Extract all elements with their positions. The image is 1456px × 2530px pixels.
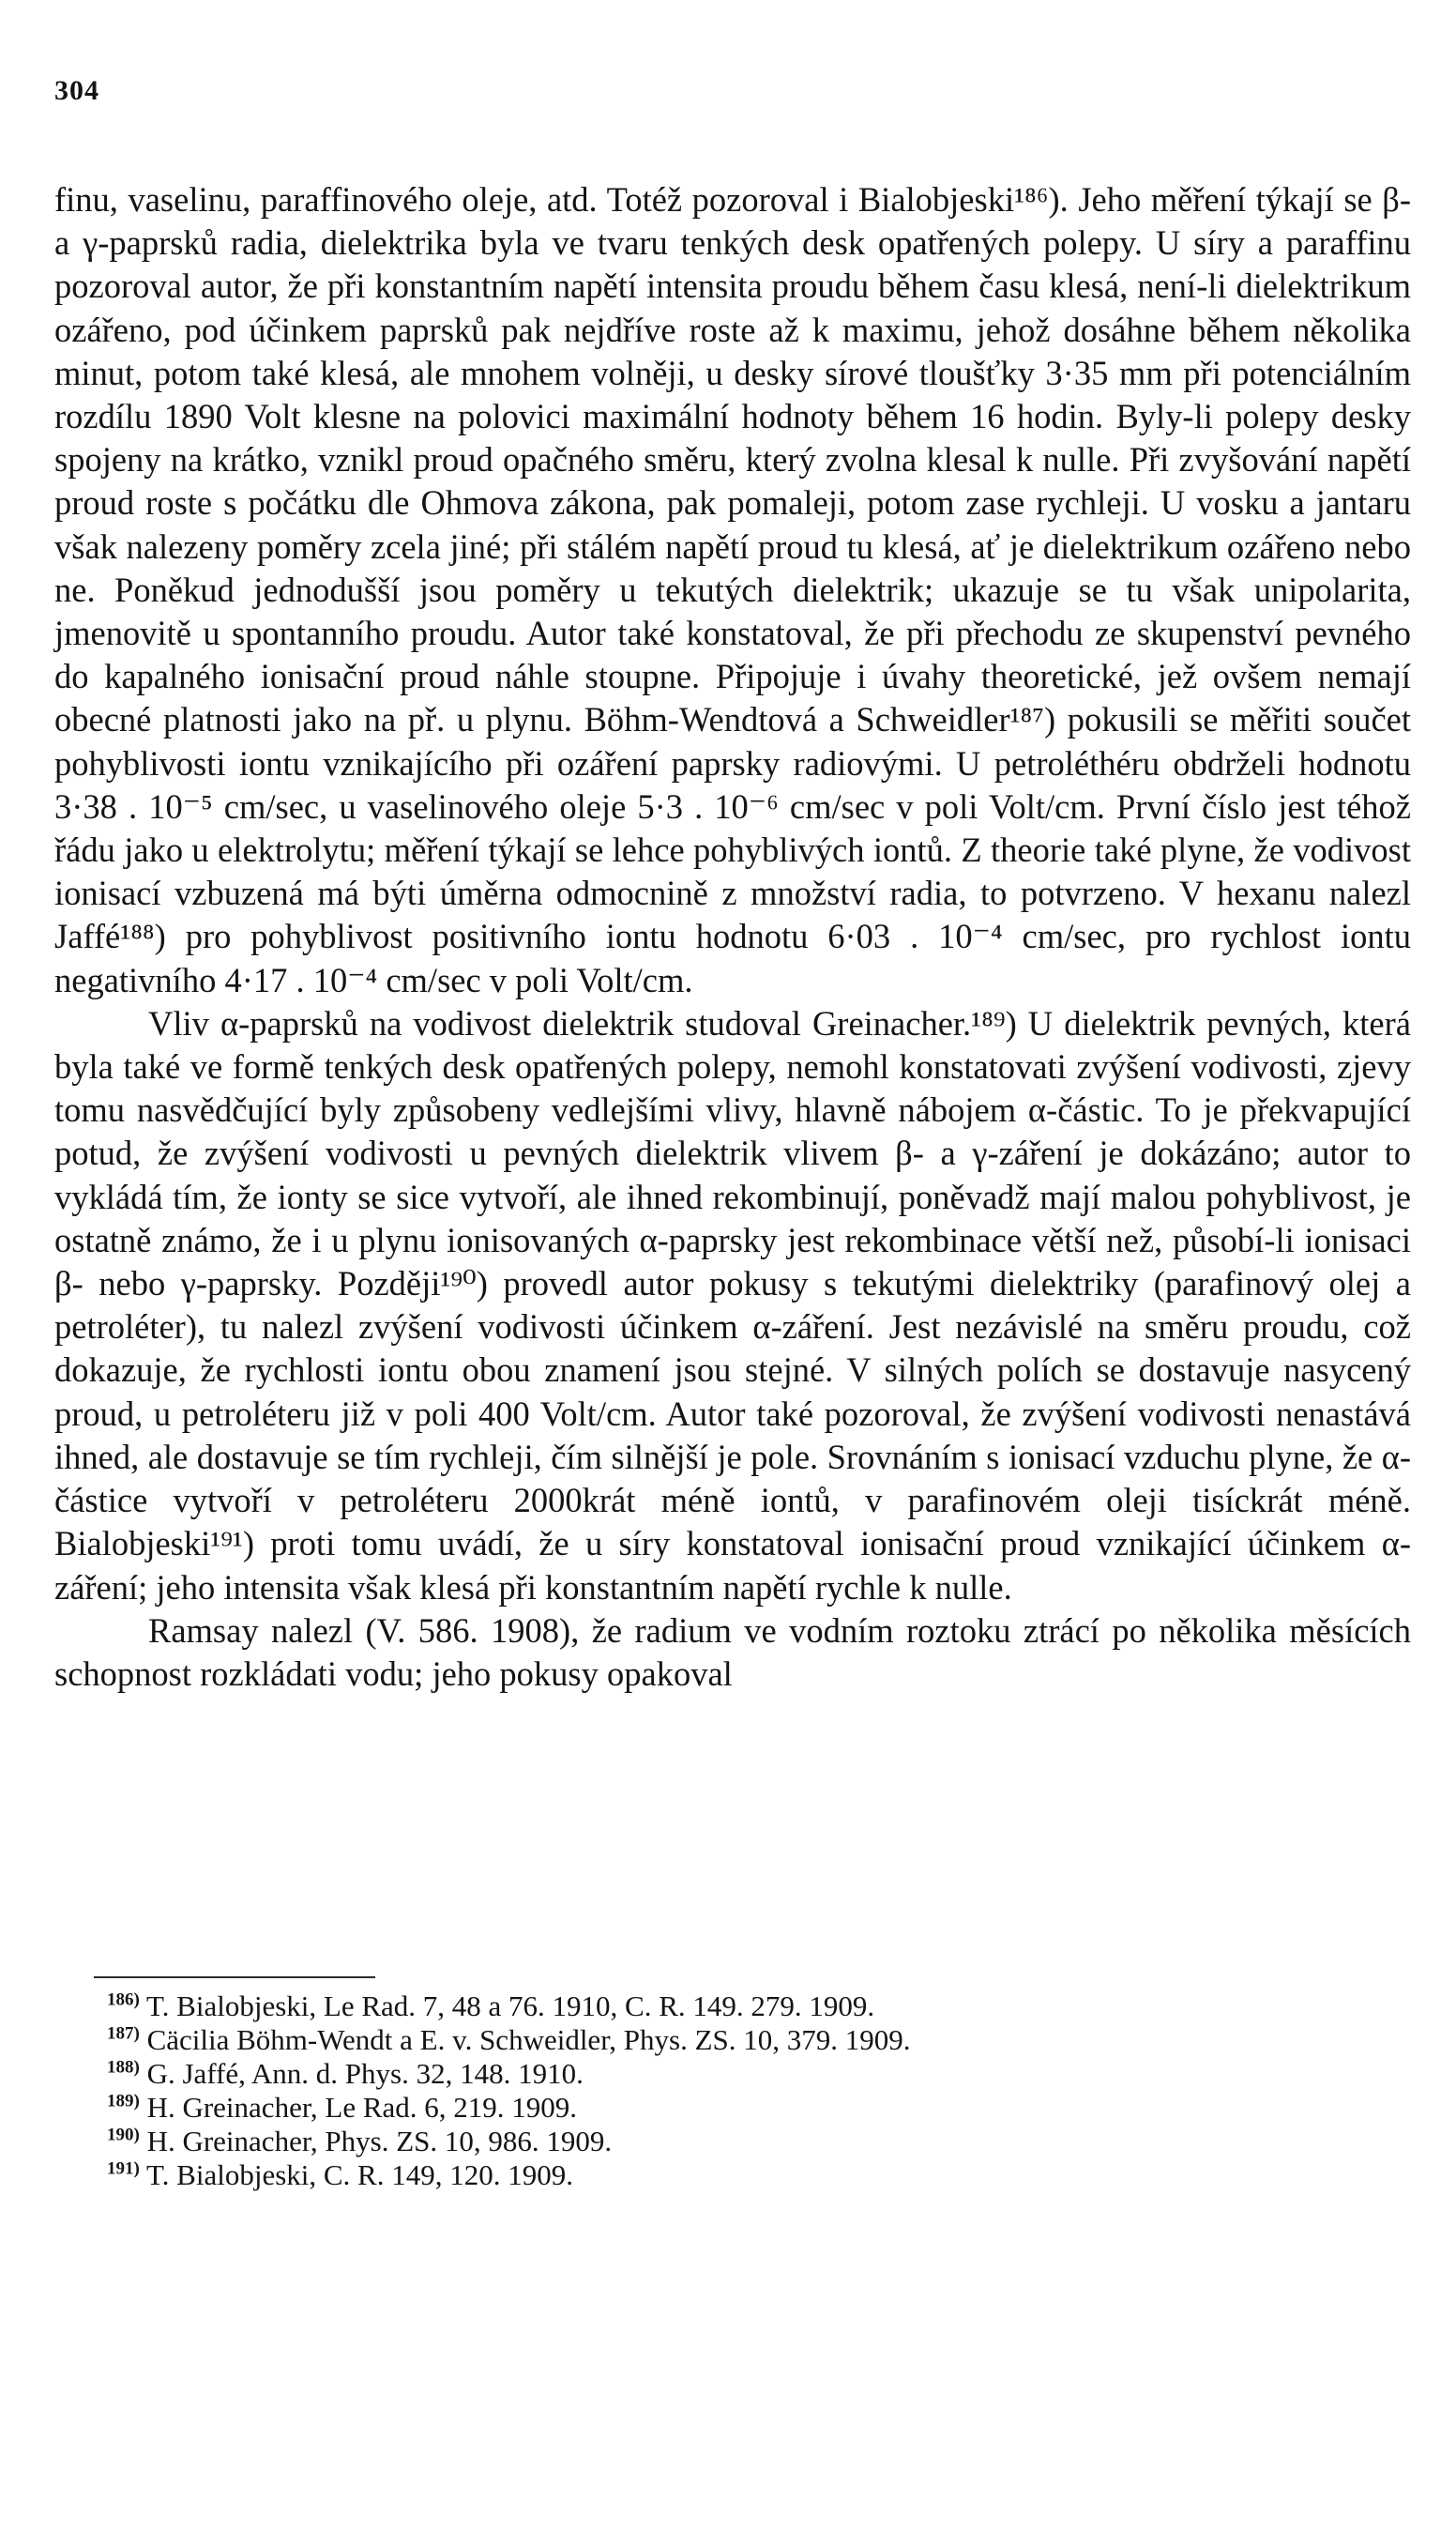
footnote-text: T. Bialobjeski, C. R. 149, 120. 1909. bbox=[146, 2158, 573, 2191]
paragraph-2: Vliv α-paprsků na vodivost dielektrik studoval Greinacher.¹⁸⁹) U dielektrik pevných, která byla také ve formě tenkých desk opatřených polepy, nemohl konstatovati zvýšení vodivosti, zjevy tomu nasvědčující byly způsobeny vedlejšími vlivy, hlavně nábojem α-částic. To je překvapující potud, že zvýšení vodivosti u pevných dielektrik vlivem β- a γ-záření je dokázáno; autor to vykládá tím, že ionty se sice vytvoří, ale ihned rekombinují, poněvadž mají malou pohyblivost, je ostatně známo, že i u plynu ionisovaných α-paprsky jest rekombinace větší než, působí-li ionisaci β- nebo γ-paprsky. Později¹⁹⁰) provedl autor pokusy s tekutými dielektriky (parafinový olej a petroléter), tu nalezl zvýšení vodivosti účinkem α-záření. Jest nezávislé na směru proudu, což dokazuje, že rychlosti iontu obou znamení jsou stejné. V silných polích se dostavuje nasycený proud, u petroléteru již v poli 400 Volt/cm. Autor také pozoroval, že zvýšení vodivosti nenastává ihned, ale dostavuje se tím rychleji, čím silnější je pole. Srovnáním s ionisací vzduchu plyne, že α-částice vytvoří v petroléteru 2000krát méně iontů, v parafinovém oleji tisíckrát méně. Bialobjeski¹⁹¹) proti tomu uvádí, že u síry konstatoval ionisační proud vznikající účinkem α-záření; jeho intensita však klesá při konstantním napětí rychle k nulle. bbox=[54, 1003, 1411, 1607]
footnote-187 bbox=[54, 2023, 1411, 2057]
footnote-mark: 186) bbox=[107, 1989, 140, 2010]
paragraph-1: finu, vaselinu, paraffinového oleje, atd. Totéž pozoroval i Bialobjeski¹⁸⁶). Jeho měření týkají se β- a γ-paprsků radia, dielektrika byla ve tvaru tenkých desk opatřených polepy. U síry a paraffinu pozoroval autor, že při konstantním napětí intensita proudu během času klesá, není-li dielektrikum ozářeno, pod účinkem paprsků pak nejdříve roste až k maximu, jehož dosáhne během několika minut, potom také klesá, ale mnohem volněji, u desky sírové tloušťky 3·35 mm při potenciálním rozdílu 1890 Volt klesne na polovici maximální hodnoty během 16 hodin. Byly-li polepy desky spojeny na krátko, vznikl proud opačného směru, který zvolna klesal k nulle. Při zvyšování napětí proud roste s počátku dle Ohmova zákona, pak pomaleji, potom zase rychleji. U vosku a jantaru však nalezeny poměry zcela jiné; při stálém napětí proud tu klesá, ať je dielektrikum ozářeno nebo ne. Poněkud jednodušší jsou poměry u tekutých dielektrik; ukazuje se tu však unipolarita, jmenovitě u spontanního proudu. Autor také konstatoval, že při přechodu ze skupenství pevného do kapalného ionisační proud náhle stoupne. Připojuje i úvahy theoretické, jež ovšem nemají obecné platnosti jako na př. u plynu. Böhm-Wendtová a Schweidler¹⁸⁷) pokusili se měřiti součet pohyblivosti iontu vznikajícího při ozáření paprsky radiovými. U petroléthéru obdrželi hodnotu 3·38 . 10⁻⁵ cm/sec, u vaselinového oleje 5·3 . 10⁻⁶ cm/sec v poli Volt/cm. První číslo jest téhož řádu jako u elektrolytu; měření týkají se lehce pohyblivých iontů. Z theorie také plyne, že vodivost ionisací vzbuzená má býti úměrna odmocnině z množství radia, to potvrzeno. V hexanu nalezl Jaffé¹⁸⁸) pro pohyblivost positivního iontu hodnotu 6·03 . 10⁻⁴ cm/sec, pro rychlost iontu negativního 4·17 . 10⁻⁴ cm/sec v poli Volt/cm. bbox=[54, 180, 1411, 999]
footnote-text: H. Greinacher, Le Rad. 6, 219. 1909. bbox=[146, 2091, 578, 2124]
footnote-separator bbox=[94, 1976, 375, 1978]
footnote-mark: 189) bbox=[107, 2091, 140, 2111]
footnote-190 bbox=[54, 2125, 1411, 2158]
footnotes bbox=[54, 1989, 1411, 2192]
footnote-text: G. Jaffé, Ann. d. Phys. 32, 148. 1910. bbox=[146, 2057, 584, 2090]
footnote-text: Cäcilia Böhm-Wendt a E. v. Schweidler, Phys. ZS. 10, 379. 1909. bbox=[146, 2023, 911, 2056]
footnote-mark: 190) bbox=[107, 2125, 140, 2145]
footnote-mark: 187) bbox=[107, 2023, 140, 2044]
footnote-189 bbox=[54, 2091, 1411, 2125]
footnote-text: H. Greinacher, Phys. ZS. 10, 986. 1909. bbox=[146, 2125, 613, 2157]
footnote-191 bbox=[54, 2158, 1411, 2192]
main-text bbox=[54, 178, 1411, 1696]
footnote-mark: 191) bbox=[107, 2158, 140, 2179]
footnote-186 bbox=[54, 1989, 1411, 2023]
footnote-text: T. Bialobjeski, Le Rad. 7, 48 a 76. 1910, C. R. 149. 279. 1909. bbox=[146, 1989, 875, 2022]
footnote-mark: 188) bbox=[107, 2057, 140, 2078]
paragraph-3: Ramsay nalezl (V. 586. 1908), že radium ve vodním roztoku ztrácí po několika měsících schopnost rozkládati vodu; jeho pokusy opakoval bbox=[54, 1610, 1411, 1693]
page-number: 304 bbox=[54, 75, 99, 106]
footnote-188 bbox=[54, 2057, 1411, 2091]
